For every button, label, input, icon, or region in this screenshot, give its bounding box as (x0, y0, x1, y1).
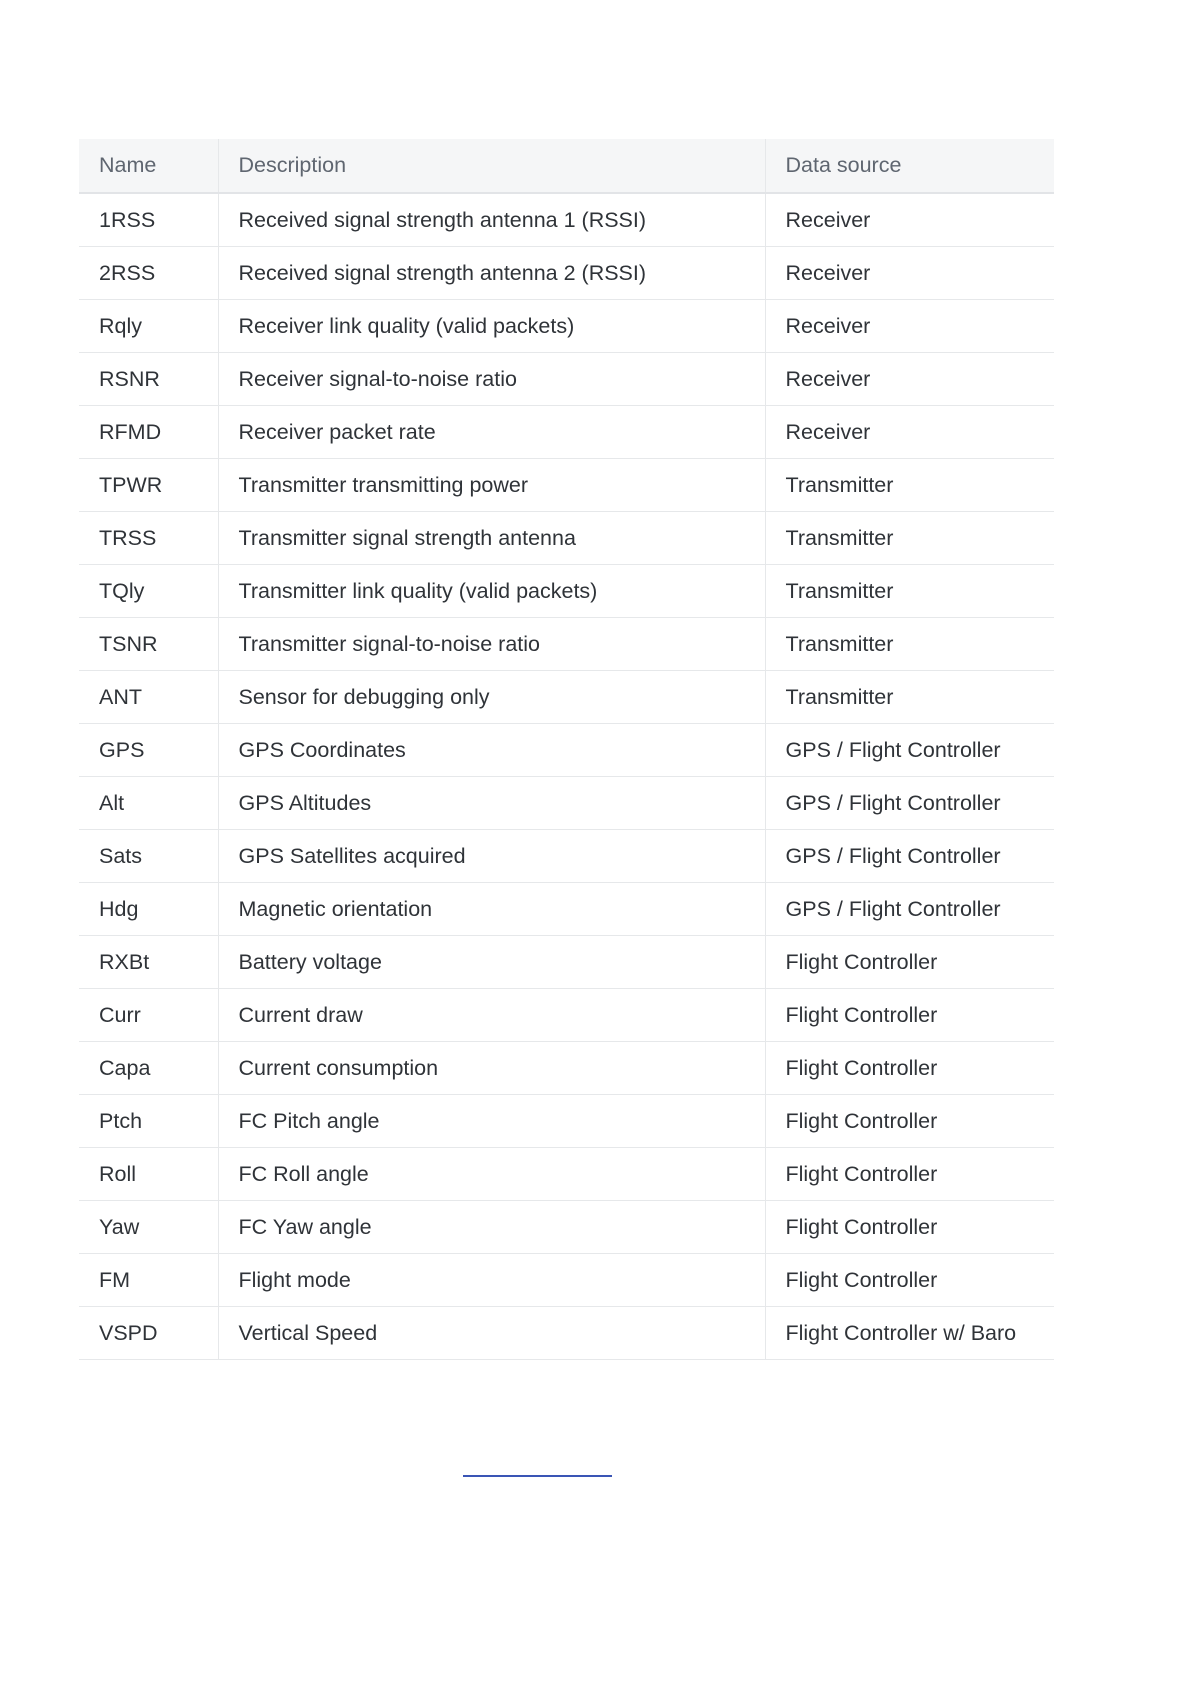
table-row (79, 777, 1054, 830)
table-row (79, 300, 1054, 353)
table-row (79, 1095, 1054, 1148)
cell-data-source: Receiver (765, 300, 1054, 353)
cell-data-source: Receiver (765, 193, 1054, 247)
cell-data-source: GPS / Flight Controller (765, 883, 1054, 936)
cell-data-source: Receiver (765, 406, 1054, 459)
cell-description: Current consumption (218, 1042, 765, 1095)
cell-data-source: Receiver (765, 247, 1054, 300)
cell-data-source: Flight Controller (765, 1148, 1054, 1201)
cell-description: Battery voltage (218, 936, 765, 989)
cell-description: Transmitter link quality (valid packets) (218, 565, 765, 618)
table-row (79, 247, 1054, 300)
table-body (79, 193, 1054, 1360)
cell-description: Transmitter signal-to-noise ratio (218, 618, 765, 671)
table-row (79, 1148, 1054, 1201)
cell-data-source: Transmitter (765, 671, 1054, 724)
cell-description: FC Yaw angle (218, 1201, 765, 1254)
cell-data-source: GPS / Flight Controller (765, 724, 1054, 777)
table-row (79, 989, 1054, 1042)
cell-description: FC Pitch angle (218, 1095, 765, 1148)
cell-name: RFMD (79, 406, 218, 459)
table-row (79, 512, 1054, 565)
cell-description: Sensor for debugging only (218, 671, 765, 724)
table-row (79, 193, 1054, 247)
cell-name: ANT (79, 671, 218, 724)
cell-name: TSNR (79, 618, 218, 671)
cell-data-source: Transmitter (765, 618, 1054, 671)
header-data-source: Data source (765, 139, 1054, 193)
cell-description: GPS Altitudes (218, 777, 765, 830)
table-row (79, 353, 1054, 406)
cell-data-source: Flight Controller (765, 1042, 1054, 1095)
cell-name: TPWR (79, 459, 218, 512)
table-row (79, 1201, 1054, 1254)
cell-description: Flight mode (218, 1254, 765, 1307)
cell-description: GPS Satellites acquired (218, 830, 765, 883)
cell-name: 2RSS (79, 247, 218, 300)
telemetry-sensor-table-container (79, 139, 1054, 1360)
cell-name: TRSS (79, 512, 218, 565)
cell-name: Alt (79, 777, 218, 830)
cell-name: RSNR (79, 353, 218, 406)
cell-data-source: GPS / Flight Controller (765, 777, 1054, 830)
cell-description: FC Roll angle (218, 1148, 765, 1201)
table-row (79, 830, 1054, 883)
cell-data-source: GPS / Flight Controller (765, 830, 1054, 883)
table-row (79, 565, 1054, 618)
table-row (79, 1042, 1054, 1095)
cell-description: Current draw (218, 989, 765, 1042)
table-row (79, 671, 1054, 724)
cell-data-source: Transmitter (765, 459, 1054, 512)
cell-description: Received signal strength antenna 1 (RSSI) (218, 193, 765, 247)
hyperlink-underline[interactable] (463, 1475, 612, 1477)
cell-description: Transmitter signal strength antenna (218, 512, 765, 565)
cell-name: 1RSS (79, 193, 218, 247)
cell-data-source: Flight Controller (765, 989, 1054, 1042)
header-description: Description (218, 139, 765, 193)
cell-name: Hdg (79, 883, 218, 936)
cell-data-source: Flight Controller (765, 1201, 1054, 1254)
header-name: Name (79, 139, 218, 193)
cell-data-source: Flight Controller w/ Baro (765, 1307, 1054, 1360)
cell-data-source: Flight Controller (765, 1254, 1054, 1307)
cell-data-source: Flight Controller (765, 936, 1054, 989)
cell-name: Capa (79, 1042, 218, 1095)
cell-name: RXBt (79, 936, 218, 989)
cell-name: Roll (79, 1148, 218, 1201)
cell-name: Rqly (79, 300, 218, 353)
cell-name: Curr (79, 989, 218, 1042)
cell-name: Sats (79, 830, 218, 883)
cell-description: Receiver link quality (valid packets) (218, 300, 765, 353)
table-row (79, 1254, 1054, 1307)
cell-data-source: Receiver (765, 353, 1054, 406)
cell-name: Ptch (79, 1095, 218, 1148)
cell-data-source: Flight Controller (765, 1095, 1054, 1148)
cell-name: GPS (79, 724, 218, 777)
cell-data-source: Transmitter (765, 512, 1054, 565)
table-row (79, 406, 1054, 459)
cell-name: TQly (79, 565, 218, 618)
cell-description: Vertical Speed (218, 1307, 765, 1360)
table-row (79, 883, 1054, 936)
cell-description: Received signal strength antenna 2 (RSSI) (218, 247, 765, 300)
telemetry-sensor-table (79, 139, 1054, 1360)
table-row (79, 618, 1054, 671)
table-header-row (79, 139, 1054, 193)
table-row (79, 936, 1054, 989)
cell-description: Transmitter transmitting power (218, 459, 765, 512)
cell-name: FM (79, 1254, 218, 1307)
cell-name: Yaw (79, 1201, 218, 1254)
cell-description: Receiver packet rate (218, 406, 765, 459)
table-row (79, 1307, 1054, 1360)
table-row (79, 724, 1054, 777)
cell-description: Receiver signal-to-noise ratio (218, 353, 765, 406)
cell-description: GPS Coordinates (218, 724, 765, 777)
cell-data-source: Transmitter (765, 565, 1054, 618)
cell-description: Magnetic orientation (218, 883, 765, 936)
cell-name: VSPD (79, 1307, 218, 1360)
table-row (79, 459, 1054, 512)
